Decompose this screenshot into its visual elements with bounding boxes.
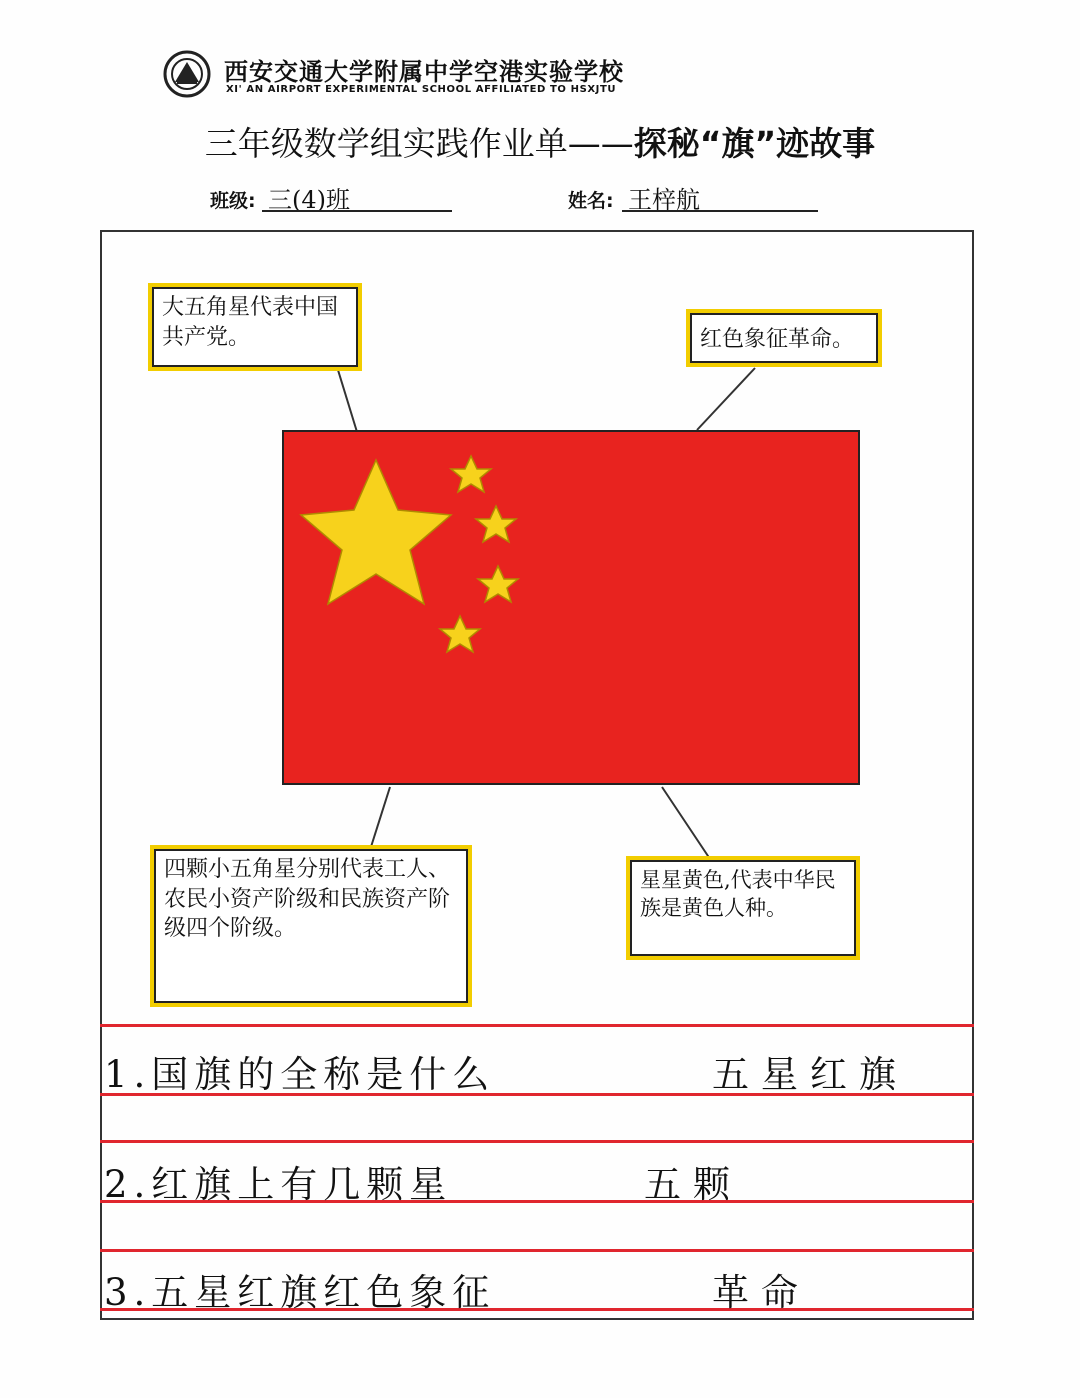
question-1: 1.国旗的全称是什么 bbox=[104, 1053, 496, 1096]
note-yellow: 星星黄色,代表中华民族是黄色人种。 bbox=[626, 856, 860, 960]
connector-yellow bbox=[662, 787, 712, 862]
answer-1: 五星红旗 bbox=[712, 1053, 908, 1096]
flag-stars bbox=[284, 432, 858, 783]
small-star-1 bbox=[451, 456, 491, 492]
ruled-line bbox=[100, 1249, 974, 1252]
connector-red bbox=[697, 368, 755, 430]
answer-2: 五颗 bbox=[644, 1163, 742, 1206]
ruled-line bbox=[100, 1024, 974, 1027]
title-main: 探秘“旗”迹故事 bbox=[633, 124, 876, 163]
small-star-2 bbox=[476, 506, 516, 542]
small-star-4 bbox=[440, 616, 480, 652]
national-flag bbox=[282, 430, 860, 785]
small-star-3 bbox=[478, 566, 518, 602]
answer-3: 革命 bbox=[712, 1271, 810, 1314]
connector-small-stars bbox=[370, 787, 390, 850]
class-label: 班级: bbox=[210, 190, 256, 212]
note-big-star: 大五角星代表中国共产党。 bbox=[148, 283, 362, 371]
question-2: 2.红旗上有几颗星 bbox=[104, 1163, 453, 1206]
class-value: 三(4)班 bbox=[268, 186, 350, 214]
title-prefix: 三年级数学组实践作业单—— bbox=[204, 124, 634, 163]
connector-big-star bbox=[338, 370, 357, 432]
name-value: 王梓航 bbox=[628, 186, 700, 214]
school-name-cn: 西安交通大学附属中学空港实验学校 bbox=[224, 58, 624, 86]
note-red: 红色象征革命。 bbox=[686, 309, 882, 367]
school-name-en: XI' AN AIRPORT EXPERIMENTAL SCHOOL AFFILIATED TO HSXJTU bbox=[226, 84, 617, 95]
note-small-stars: 四颗小五角星分别代表工人、农民小资产阶级和民族资产阶级四个阶级。 bbox=[150, 845, 472, 1007]
ruled-line bbox=[100, 1140, 974, 1143]
big-star bbox=[301, 460, 451, 604]
name-label: 姓名: bbox=[568, 190, 614, 212]
question-3: 3.五星红旗红色象征 bbox=[104, 1271, 496, 1314]
